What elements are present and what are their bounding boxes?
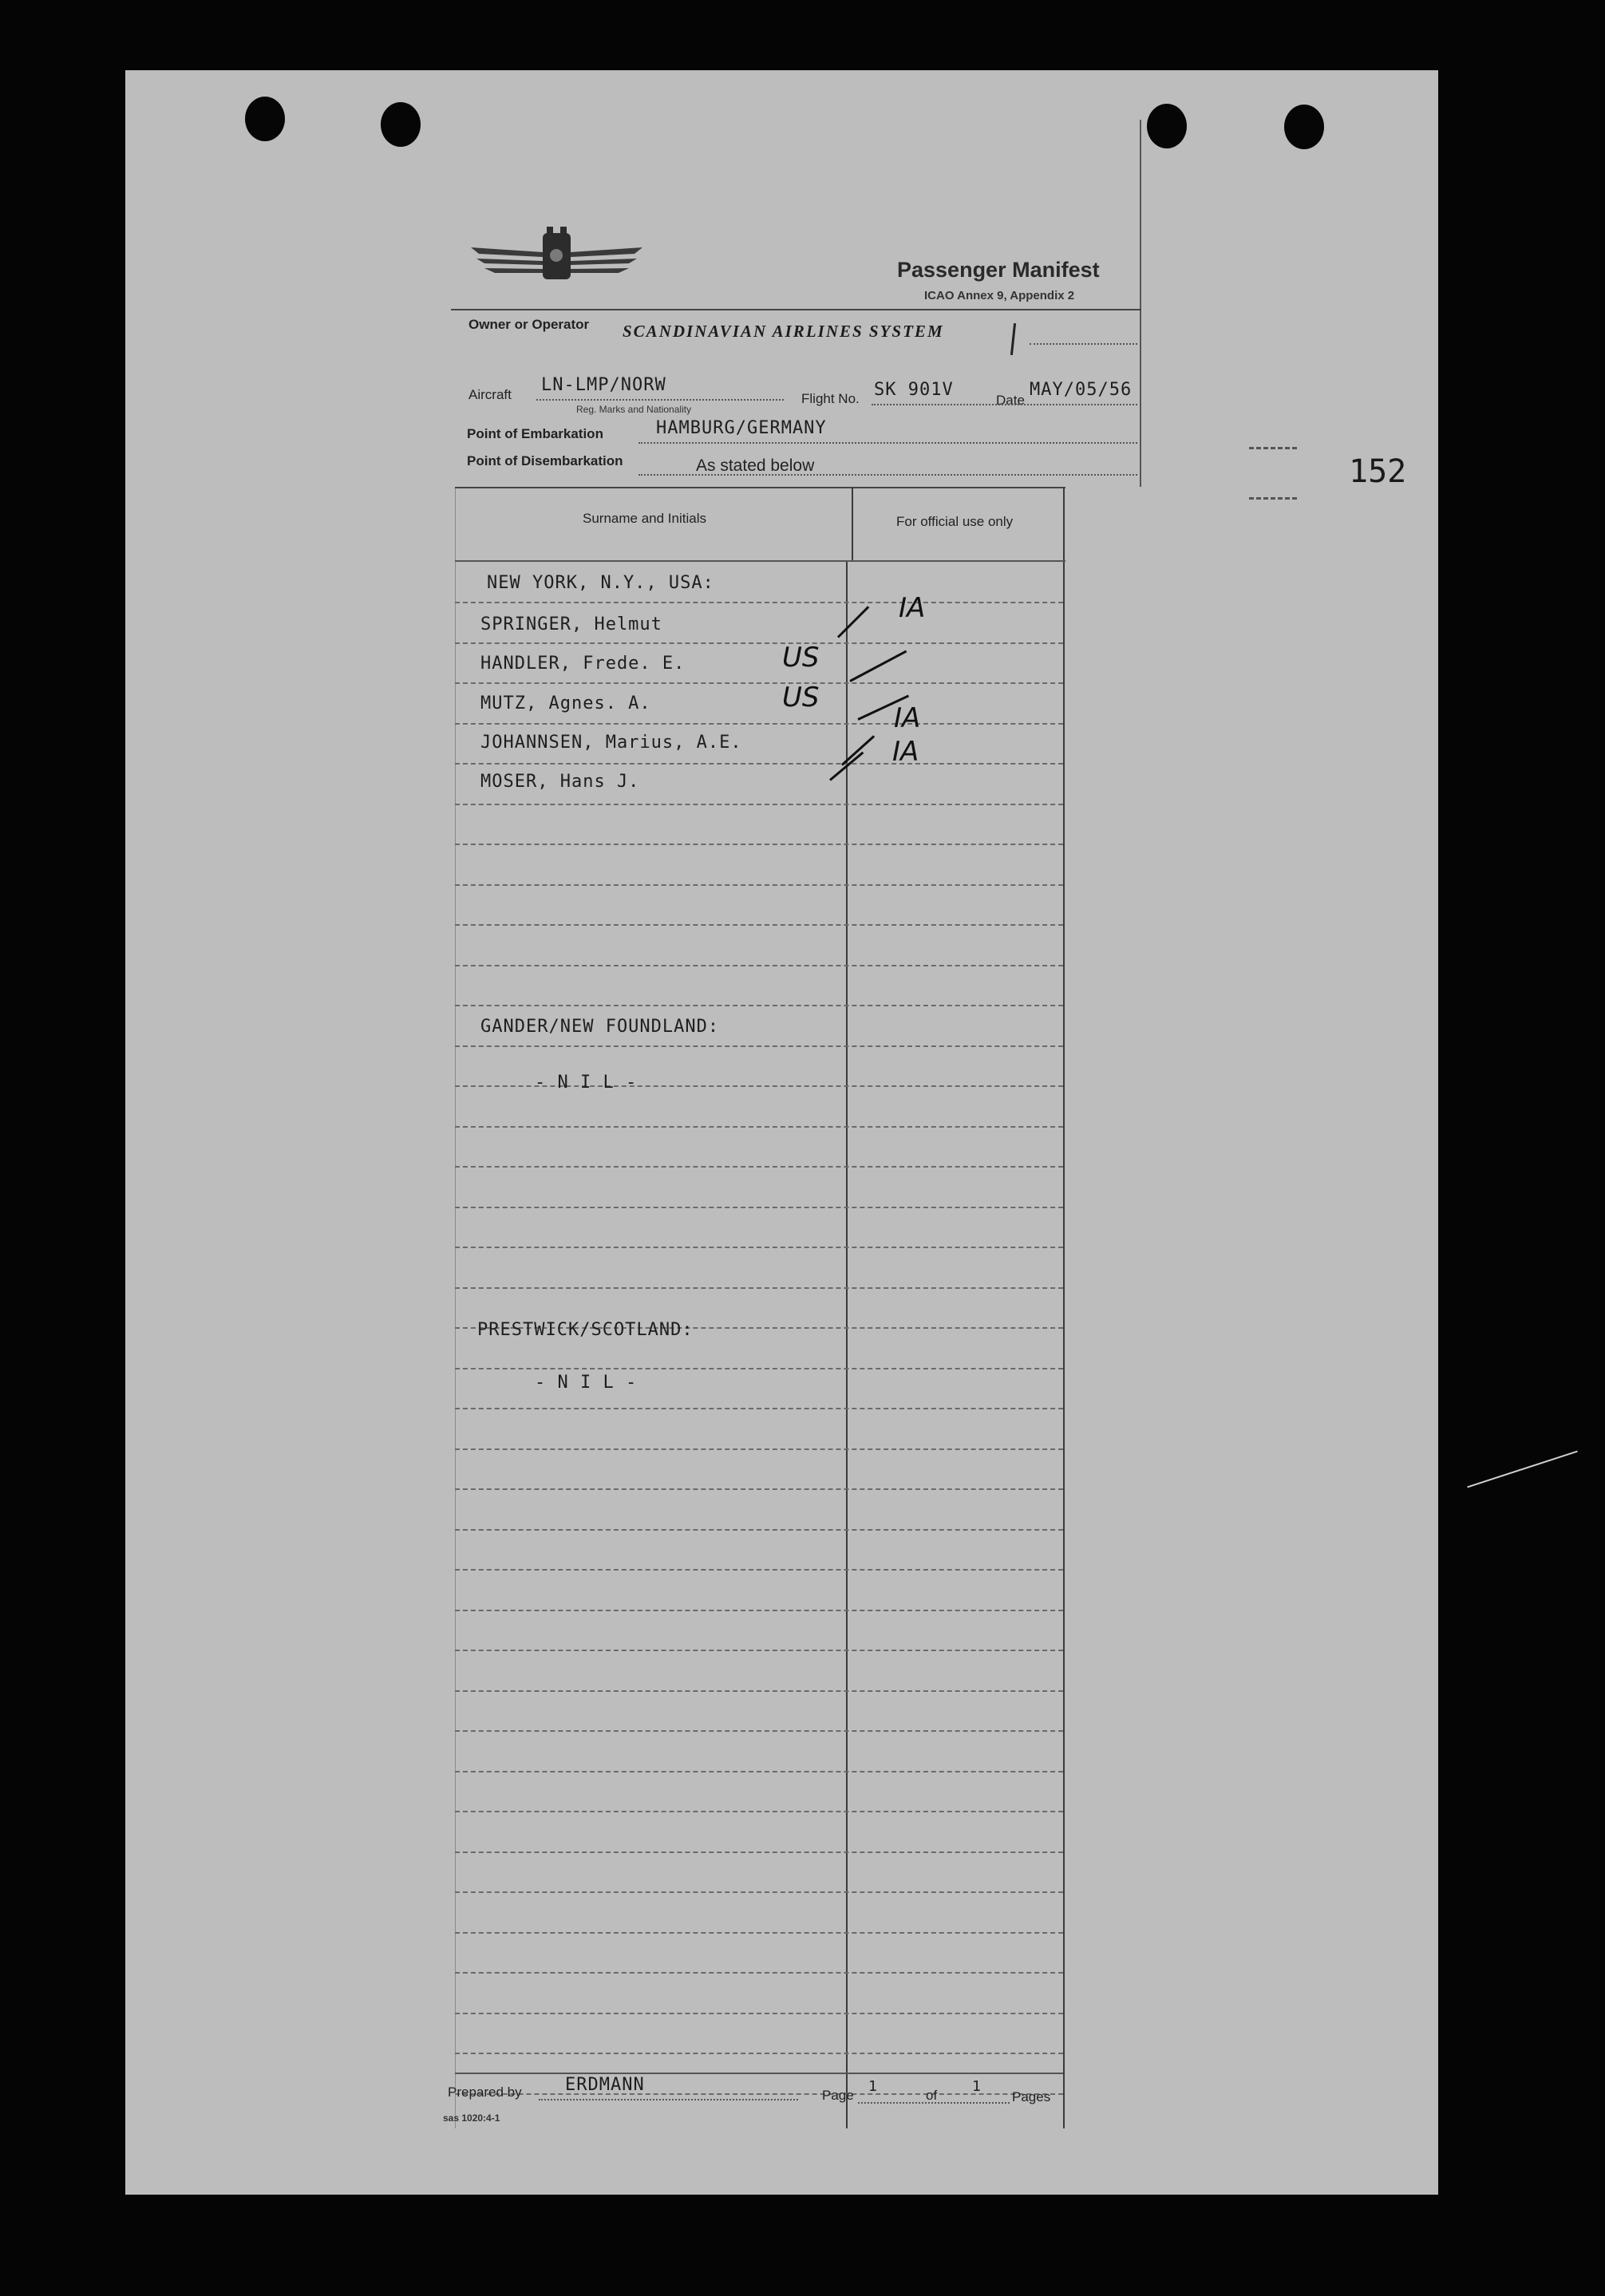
ruled-line — [455, 1207, 1063, 1208]
ruled-line — [455, 1166, 1063, 1168]
section-entry-gander: - N I L - — [535, 1073, 638, 1093]
ruled-line — [455, 2013, 1063, 2014]
ruled-line — [455, 924, 1063, 926]
ruled-line — [455, 884, 1063, 886]
punch-hole — [245, 97, 285, 141]
handwritten-nationality: US — [782, 682, 820, 713]
of-value: 1 — [972, 2078, 982, 2095]
section-entry-prestwick: - N I L - — [535, 1373, 638, 1393]
section-heading-newyork: NEW YORK, N.Y., USA: — [487, 573, 714, 593]
ruled-line — [455, 1851, 1063, 1853]
ruled-line — [455, 1126, 1063, 1128]
prepared-by-value: ERDMANN — [565, 2075, 645, 2095]
form-title: Passenger Manifest — [897, 258, 1100, 282]
ruled-line — [455, 1368, 1063, 1369]
page-value: 1 — [868, 2078, 878, 2095]
ruled-line — [455, 804, 1063, 805]
ruled-line — [455, 1690, 1063, 1692]
header-edge — [1140, 120, 1141, 487]
punch-hole — [1147, 104, 1187, 148]
ruled-line — [455, 1891, 1063, 1893]
ruled-line — [455, 1650, 1063, 1651]
section-heading-gander: GANDER/NEW FOUNDLAND: — [480, 1017, 720, 1037]
ruled-line — [455, 1811, 1063, 1812]
owner-label: Owner or Operator — [468, 317, 590, 332]
column-divider — [846, 560, 848, 2128]
ruled-line — [455, 965, 1063, 966]
disembarkation-value: As stated below — [696, 456, 815, 475]
ruled-line — [455, 1610, 1063, 1611]
ruled-line — [455, 1730, 1063, 1732]
header-rule — [451, 309, 1141, 310]
checkmark — [837, 606, 869, 638]
handwritten-initials: IA — [892, 736, 919, 768]
aircraft-label: Aircraft — [468, 387, 512, 402]
embarkation-label: Point of Embarkation — [467, 426, 603, 441]
ruled-line — [455, 1771, 1063, 1772]
owner-value: SCANDINAVIAN AIRLINES SYSTEM — [623, 322, 944, 341]
reg-label: Reg. Marks and Nationality — [576, 404, 692, 415]
ruled-line — [455, 1448, 1063, 1450]
ruled-line — [455, 602, 1063, 603]
section-heading-prestwick: PRESTWICK/SCOTLAND: — [477, 1320, 694, 1340]
disembark-line — [638, 474, 1137, 476]
date-value: MAY/05/56 — [1030, 380, 1133, 400]
embark-line — [638, 442, 1137, 444]
table-left-border — [455, 488, 456, 2128]
ruled-line — [455, 723, 1063, 725]
ruled-line — [455, 1005, 1063, 1006]
page-number: 152 — [1349, 453, 1407, 490]
ruled-line — [455, 1287, 1063, 1289]
passenger-name: MOSER, Hans J. — [480, 772, 640, 792]
embarkation-value: HAMBURG/GERMANY — [656, 418, 827, 438]
table-right-border — [1063, 488, 1065, 2128]
prepared-by-label: Prepared by — [448, 2085, 522, 2100]
scratch-mark — [1467, 1451, 1578, 1488]
page-count-line — [858, 2102, 1010, 2104]
passenger-name: MUTZ, Agnes. A. — [480, 694, 651, 713]
handwritten-initials: IA — [899, 592, 926, 624]
flight-line — [872, 404, 1137, 405]
col-header-official: For official use only — [896, 514, 1014, 529]
ruled-line — [455, 1972, 1063, 1974]
form-number: sas 1020:4-1 — [443, 2112, 500, 2124]
ruled-line — [455, 1488, 1063, 1490]
pages-label: Pages — [1012, 2089, 1051, 2104]
ruled-line — [455, 1932, 1063, 1934]
passenger-name: HANDLER, Frede. E. — [480, 654, 686, 674]
flight-label: Flight No. — [801, 391, 860, 406]
ruled-line — [455, 1408, 1063, 1409]
passenger-name: JOHANNSEN, Marius, A.E. — [480, 733, 742, 753]
ruled-line — [455, 2053, 1063, 2054]
margin-ticks — [1249, 447, 1297, 500]
header-bottom-rule — [455, 560, 1065, 562]
page-label: Page — [822, 2088, 854, 2103]
aircraft-line — [536, 399, 784, 401]
ruled-line — [455, 844, 1063, 845]
column-divider — [852, 488, 853, 560]
ruled-line — [455, 1247, 1063, 1248]
ruled-line — [455, 1529, 1063, 1531]
ruled-line — [455, 1045, 1063, 1047]
form-subtitle: ICAO Annex 9, Appendix 2 — [924, 289, 1075, 302]
footer-rule — [455, 2073, 1063, 2074]
ruled-line — [455, 1569, 1063, 1571]
ruled-line — [455, 682, 1063, 684]
disembarkation-label: Point of Disembarkation — [467, 453, 623, 468]
checkmark — [849, 650, 907, 682]
aircraft-value: LN-LMP/NORW — [541, 375, 666, 395]
date-label: Date — [996, 393, 1025, 408]
passenger-table — [455, 487, 1065, 2128]
passenger-name: SPRINGER, Helmut — [480, 615, 662, 634]
handwritten-initials: IA — [894, 702, 921, 734]
owner-line — [1030, 343, 1137, 345]
ruled-line — [455, 763, 1063, 765]
punch-hole — [1284, 105, 1324, 149]
of-label: of — [926, 2088, 938, 2103]
airline-wings-logo — [467, 225, 646, 289]
ruled-line — [455, 642, 1063, 644]
punch-hole — [381, 102, 421, 147]
col-header-name: Surname and Initials — [583, 511, 706, 526]
prepared-line — [539, 2099, 798, 2100]
handwritten-nationality: US — [782, 642, 820, 674]
flight-value: SK 901V — [874, 380, 954, 400]
